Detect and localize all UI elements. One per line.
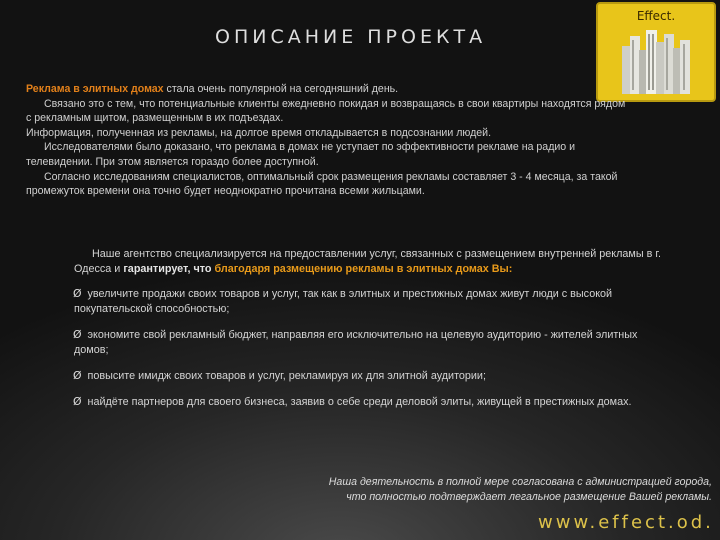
benefit-item <box>74 286 664 317</box>
benefit-text: увеличите продажи своих товаров и услуг, так как в элитных и престижных домах живут люди с высокой покупательской способностью; <box>74 288 613 315</box>
arrow-bullet-icon: Ø <box>73 328 82 341</box>
intro-paragraph-1 <box>26 82 626 97</box>
intro-paragraph-2: Связано это с тем, что потенциальные клиенты ежедневно покидая и возвращаясь в свои квартиры находятся рядом с рекламным щитом, размещенным в их подъездах. <box>26 97 626 125</box>
footer-line-2: что полностью подтверждает легальное размещение Вашей рекламы. <box>346 491 712 503</box>
intro-highlight: Реклама в элитных домах <box>26 83 164 95</box>
benefit-item <box>74 368 664 384</box>
agency-section <box>74 247 664 420</box>
logo-text: Effect. <box>636 9 676 23</box>
arrow-bullet-icon: Ø <box>73 395 82 408</box>
arrow-bullet-icon: Ø <box>73 287 82 300</box>
intro-paragraph-5: Согласно исследованиям специалистов, оптимальный срок размещения рекламы составляет 3 - 4 месяца, за такой промежуток времени она точно будет неоднократно прочитана всеми жильцами. <box>26 170 618 198</box>
intro-paragraph-4: Исследователями было доказано, что реклама в домах не уступает по эффективности рекламе на радио и телевидении. При этом является гораздо более доступной. <box>26 141 576 168</box>
agency-lead-highlight: благодаря размещению рекламы в элитных домах Вы: <box>211 263 513 275</box>
benefit-text: повысите имидж своих товаров и услуг, рекламируя их для элитной аудитории; <box>87 370 486 382</box>
benefit-text: найдёте партнеров для своего бизнеса, заявив о себе среди деловой элиты, живущей в престижных домах. <box>87 396 632 408</box>
buildings-icon <box>618 24 698 94</box>
benefit-item <box>74 394 664 410</box>
arrow-bullet-icon: Ø <box>73 369 82 382</box>
agency-lead-text: Наше агентство специализируется на предоставлении услуг, связанных с размещением внутренней рекламы в г. Одесса и <box>74 248 661 275</box>
page-title: ОПИСАНИЕ ПРОЕКТА <box>215 26 487 48</box>
intro-line1-rest: стала очень популярной на сегодняшний день. <box>163 83 399 95</box>
footer-line-1: Наша деятельность в полной мере согласована с администрацией города, <box>328 476 712 488</box>
intro-paragraph-3: Информация, полученная из рекламы, на долгое время откладывается в подсознании людей. <box>26 126 492 139</box>
benefit-item <box>74 327 664 358</box>
benefit-text: экономите свой рекламный бюджет, направляя его исключительно на целевую аудиторию - жителей элитных домов; <box>74 329 638 356</box>
agency-lead-bold: гарантирует, что <box>123 263 212 275</box>
footer-note <box>232 475 712 505</box>
website-url: www.effect.od. <box>538 512 714 533</box>
intro-section <box>26 82 626 199</box>
agency-lead <box>74 247 664 277</box>
